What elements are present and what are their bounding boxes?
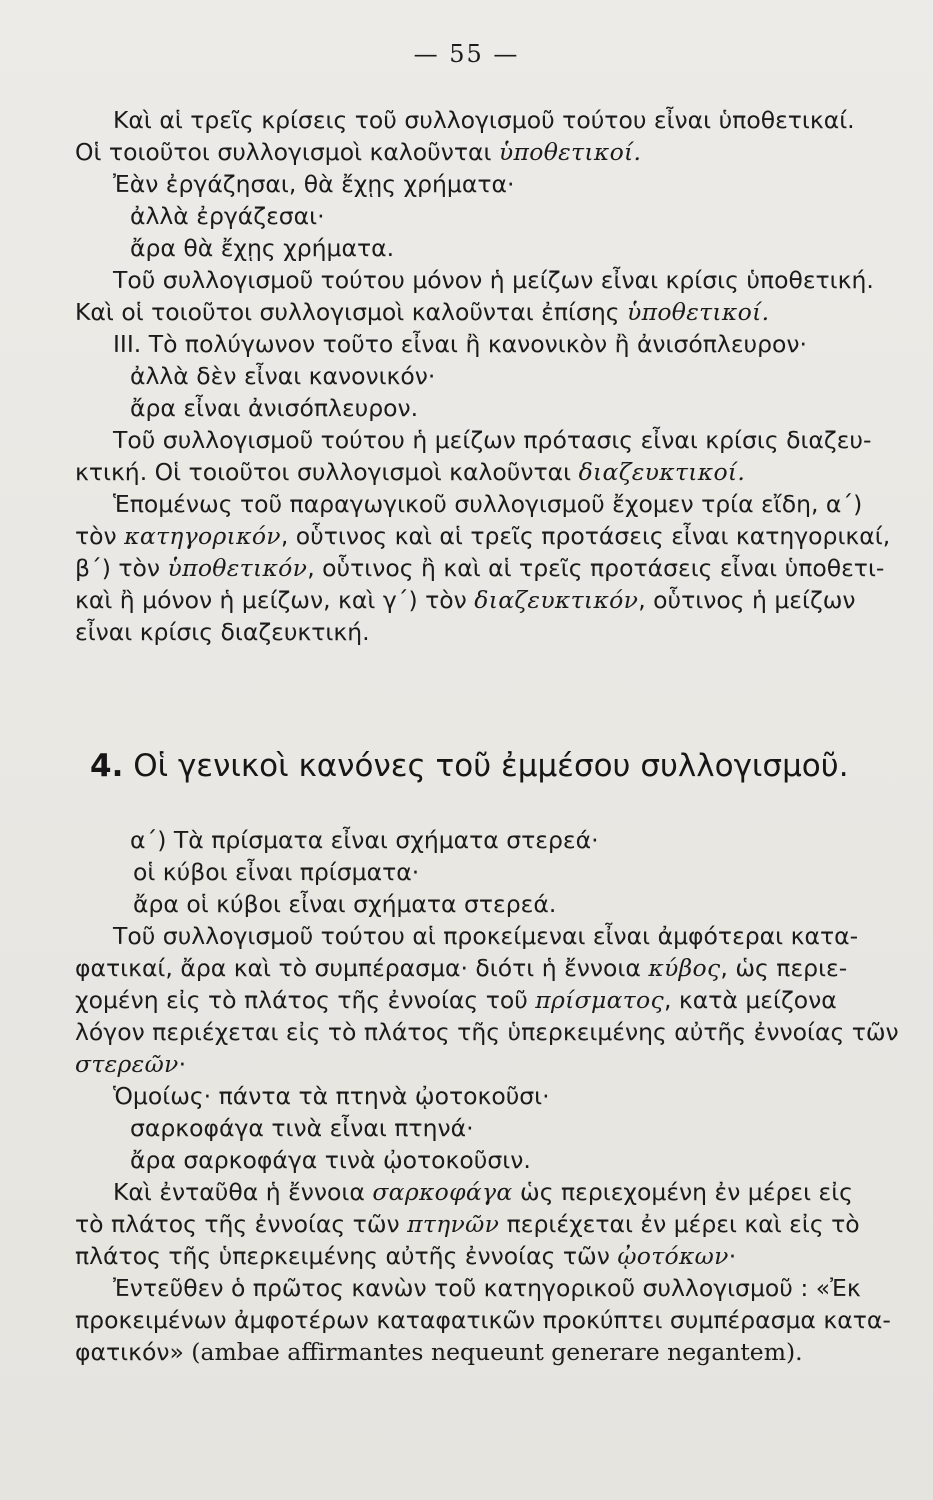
text-fragment: Καὶ οἱ τοιοῦτοι συλλογισμοὶ καλοῦνται ἐπίσης	[75, 298, 627, 326]
text-fragment: , ὡς περιε-	[720, 954, 848, 982]
text-fragment: , οὗτινος ἢ καὶ αἱ τρεῖς προτάσεις εἶναι ὑποθετι-	[307, 554, 885, 582]
emphasis-term: ὑποθετικοί.	[626, 298, 770, 326]
text-line: λόγον περιέχεται εἰς τὸ πλάτος τῆς ὑπερκειμένης αὐτῆς ἐννοίας τῶν	[75, 1018, 899, 1046]
text-fragment: ὡς περιεχομένη ἐν μέρει εἰς	[512, 1178, 853, 1206]
text-fragment: Καὶ ἐνταῦθα ἡ ἔννοια	[113, 1178, 373, 1206]
section-heading	[90, 745, 850, 787]
text-line: Τοῦ συλλογισμοῦ τούτου μόνον ἡ μείζων εἶναι κρίσις ὑποθετική.	[113, 266, 874, 294]
syllogism-line: ἄρα εἶναι ἀνισόπλευρον.	[130, 394, 419, 422]
syllogism-line: ἄρα οἱ κύβοι εἶναι σχήματα στερεά.	[133, 890, 557, 918]
section-hypothetical-disjunctive	[75, 104, 891, 648]
text-line	[75, 296, 870, 328]
text-line: Ἐντεῦθεν ὁ πρῶτος κανὼν τοῦ κατηγορικοῦ συλλογισμοῦ : «Ἐκ	[113, 1274, 861, 1302]
latin-phrase: (ambae affirmantes nequeunt generare negantem).	[191, 1338, 803, 1366]
text-line: προκειμένων ἀμφοτέρων καταφατικῶν προκύπτει συμπέρασμα κατα-	[75, 1306, 891, 1334]
text-fragment: ·	[178, 1050, 187, 1078]
emphasis-term: σαρκοφάγα	[372, 1178, 513, 1206]
emphasis-term: κατηγορικόν	[124, 522, 281, 550]
syllogism-line: ἀλλὰ ἐργάζεσαι·	[130, 202, 325, 230]
section-title: Οἱ γενικοὶ κανόνες τοῦ ἐμμέσου συλλογισμοῦ.	[133, 748, 849, 784]
text-fragment: Οἱ τοιοῦτοι συλλογισμοὶ καλοῦνται	[75, 138, 499, 166]
text-fragment: , οὗτινος ἡ μείζων	[638, 586, 856, 614]
emphasis-term: ὑποθετικόν	[167, 554, 308, 582]
text-line	[75, 1208, 870, 1240]
page-number: — 55 —	[413, 40, 520, 68]
text-line	[75, 456, 870, 488]
emphasis-term: στερεῶν	[75, 1050, 179, 1078]
emphasis-term: ὑποθετικοί.	[498, 138, 642, 166]
emphasis-term: κύβος	[648, 954, 721, 982]
emphasis-term: πρίσματος	[535, 986, 664, 1014]
emphasis-term: διαζευκτικόν	[474, 586, 639, 614]
emphasis-term: διαζευκτικοί.	[578, 458, 746, 486]
text-line	[75, 952, 870, 984]
syllogism-line: οἱ κύβοι εἶναι πρίσματα·	[133, 858, 420, 886]
section-general-rules	[75, 824, 899, 1368]
text-line	[75, 584, 870, 616]
emphasis-term: πτηνῶν	[407, 1210, 500, 1238]
text-line	[75, 1048, 870, 1080]
text-fragment: χομένη εἰς τὸ πλάτος τῆς ἐννοίας τοῦ	[75, 986, 536, 1014]
text-line: Τοῦ συλλογισμοῦ τούτου αἱ προκείμεναι εἶναι ἀμφότεραι κατα-	[113, 922, 859, 950]
syllogism-line: σαρκοφάγα τινὰ εἶναι πτηνά·	[130, 1114, 474, 1142]
text-fragment: , κατὰ μείζονα	[663, 986, 837, 1014]
text-line: Καὶ αἱ τρεῖς κρίσεις τοῦ συλλογισμοῦ τούτου εἶναι ὑποθετικαί.	[113, 106, 855, 134]
text-fragment: ·	[728, 1242, 737, 1270]
syllogism-line: ἄρα σαρκοφάγα τινὰ ᾠοτοκοῦσιν.	[130, 1146, 531, 1174]
syllogism-line: ἄρα θὰ ἔχῃς χρήματα.	[130, 234, 395, 262]
text-line: Ὁμοίως· πάντα τὰ πτηνὰ ᾠοτοκοῦσι·	[113, 1082, 550, 1110]
text-line	[75, 136, 870, 168]
text-fragment: φατικαί, ἄρα καὶ τὸ συμπέρασμα· διότι ἡ ἔννοια	[75, 954, 649, 982]
text-line: Τοῦ συλλογισμοῦ τούτου ἡ μείζων πρότασις εἶναι κρίσις διαζευ-	[113, 426, 872, 454]
text-fragment: κτική. Οἱ τοιοῦτοι συλλογισμοὶ καλοῦνται	[75, 458, 579, 486]
text-line: Ἑπομένως τοῦ παραγωγικοῦ συλλογισμοῦ ἔχομεν τρία εἴδη, α΄)	[113, 490, 863, 518]
section-number: 4.	[90, 748, 124, 784]
text-line: ΙΙΙ. Τὸ πολύγωνον τοῦτο εἶναι ἢ κανονικὸν ἢ ἀνισόπλευρον·	[113, 330, 808, 358]
text-fragment: τὸν	[75, 522, 125, 550]
syllogism-line: ἀλλὰ δὲν εἶναι κανονικόν·	[130, 362, 436, 390]
text-fragment: τὸ πλάτος τῆς ἐννοίας τῶν	[75, 1210, 408, 1238]
text-line	[75, 520, 891, 552]
text-fragment: φατικόν»	[75, 1338, 192, 1366]
text-line: Ἐὰν ἐργάζησαι, θὰ ἔχῃς χρήματα·	[113, 170, 515, 198]
text-fragment: πλάτος τῆς ὑπερκειμένης αὐτῆς ἐννοίας τῶν	[75, 1242, 618, 1270]
text-line	[75, 552, 885, 584]
text-fragment: περιέχεται ἐν μέρει καὶ εἰς τὸ	[499, 1210, 860, 1238]
text-line	[75, 984, 870, 1016]
syllogism-line: α΄) Τὰ πρίσματα εἶναι σχήματα στερεά·	[130, 826, 599, 854]
text-line	[75, 1336, 870, 1368]
emphasis-term: ᾠοτόκων	[617, 1242, 729, 1270]
text-fragment: β΄) τὸν	[75, 554, 168, 582]
text-fragment: καὶ ἢ μόνον ἡ μείζων, καὶ γ΄) τὸν	[75, 586, 475, 614]
text-line	[75, 1240, 870, 1272]
text-line	[75, 1176, 870, 1208]
text-fragment: , οὗτινος καὶ αἱ τρεῖς προτάσεις εἶναι κατηγορικαί,	[280, 522, 891, 550]
text-line: εἶναι κρίσις διαζευκτική.	[75, 618, 370, 646]
